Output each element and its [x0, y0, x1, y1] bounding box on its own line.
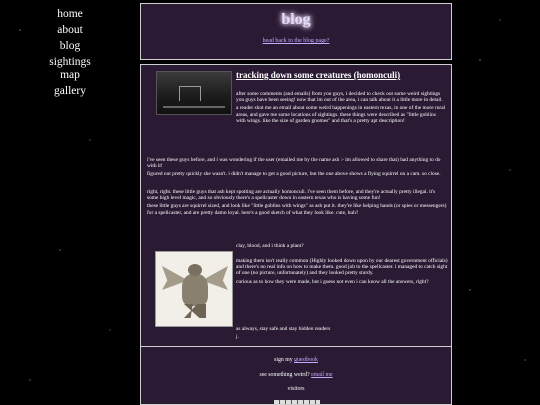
post-section [147, 157, 447, 180]
nav-gallery-link[interactable]: gallery [54, 85, 86, 97]
back-to-blog-link[interactable]: head back to the blog page? [262, 38, 330, 44]
post-paragraph: as always, stay safe and stay hidden readers [236, 326, 331, 332]
post-section [147, 189, 447, 218]
post-paragraph: these little guys are squirrel sized, and look like "little goblins with wings" as ash put it. they're like helping hands (or spies or messengers) for a spellcaster, and are pretty damn loyal. here's a good sketch of what they look like. cute, huh? [147, 203, 447, 216]
guestbook-text: sign my [274, 357, 295, 363]
site-nav [40, 8, 100, 101]
visitors-label: visitors [287, 386, 305, 392]
header-panel [140, 3, 452, 60]
nav-sightings-link[interactable]: sightings [49, 56, 91, 68]
post-paragraph: i've seen these guys before, and i was wondering if the user (emailed me by the name ash :- im allowed to share that) had anything to do with it! [147, 157, 441, 170]
email-line [141, 372, 451, 378]
nav-home-link[interactable]: home [57, 8, 83, 20]
nav-about-link[interactable]: about [57, 24, 83, 36]
email-link[interactable]: email me [311, 372, 333, 378]
post-paragraph: clay, blood, and i think a plant? [236, 243, 304, 249]
post-caption [236, 243, 446, 251]
post-intro [236, 91, 446, 126]
page-title: blog [281, 11, 311, 28]
post-signoff [236, 326, 448, 342]
post-paragraph: after some comments (and emails) from you guys, i decided to check out some weird sightings you guys have been seeing! now that im out of the area, i can talk about it a little more in detail. [236, 91, 443, 104]
post-paragraph: a reader shot me an email about some weird happenings in eastern texas, in one of the more rural areas, and gave me some locations of sightings. these things were described as "little goblins with wings. like the size of garden gnomes" and that's a pretty apt description! [236, 105, 446, 124]
guestbook-link[interactable]: guestbook [294, 357, 318, 363]
homonculus-sketch [155, 251, 233, 327]
visitor-counter [274, 400, 320, 404]
post-title: tracking down some creatures (homonculi) [236, 70, 401, 80]
divider [141, 346, 451, 347]
post-paragraph: making them isn't really common (Highly looked down upon by our dearest government officials) and there's no real info on how to make them. good job to the spellcaster. i managed to catch sight of one (no picture, unfortunately) and they looked pretty sturdy. [236, 258, 448, 277]
nav-map-link[interactable]: map [60, 69, 80, 81]
guestbook-line [141, 357, 451, 363]
post-paragraph: figured out pretty quickly she wasn't. i didn't manage to get a good picture, but the one above shows a flying squirrel on a cam. so close. [147, 171, 441, 178]
trailcam-photo [156, 71, 232, 115]
post-panel [140, 64, 452, 405]
post-paragraph: right, right. these little guys that ash kept spotting are actually homonculi. i've seen them before, and they're actually pretty illegal. it's some high level magic, and so obviously there's a spellcaster down in eastern texas who is having some fun! [147, 189, 436, 202]
email-text: see something weird? [259, 372, 312, 378]
post-section [236, 258, 448, 287]
nav-blog-link[interactable]: blog [59, 40, 81, 52]
post-paragraph: curious as to how they were made, but i guess not even i can know all the answers, right? [236, 278, 429, 285]
post-signature: j. [236, 334, 239, 341]
